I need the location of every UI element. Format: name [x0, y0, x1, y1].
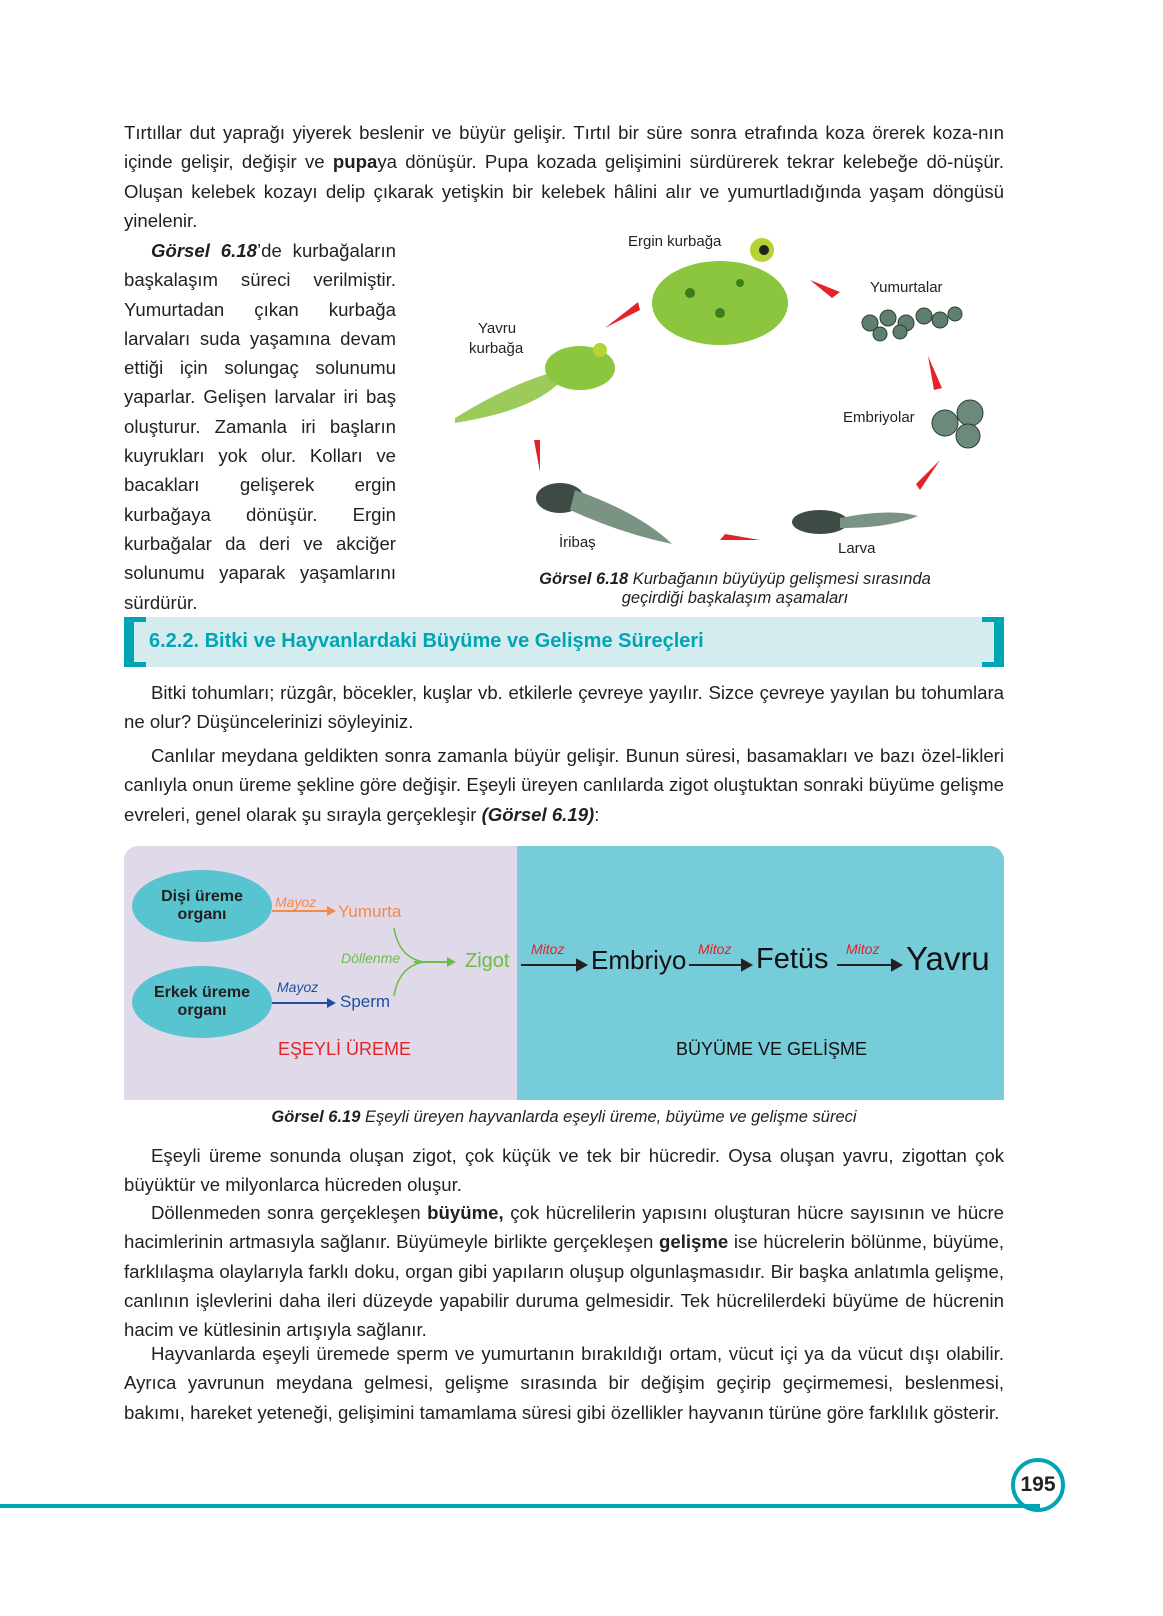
bold-term: pupa [332, 151, 378, 173]
text: çok hücrelilerin yapısını oluşturan hücre sayısının ve hücre hacimlerinin artmasıyla sağlanır. Büyümeyle birlikte gerçekleşen [124, 1202, 1004, 1253]
mitosis-label-2: Mitoz [698, 941, 732, 957]
fetus-label: Fetüs [756, 943, 829, 975]
bold-term: büyüme, [427, 1202, 504, 1223]
eggs-image [862, 307, 962, 341]
frog-paragraph [124, 236, 396, 617]
male-organ-label: Erkek üreme organı [153, 984, 251, 1019]
caption-text: Eşeyli üreyen hayvanlarda eşeyli üreme, büyüme ve gelişme süreci [360, 1108, 857, 1126]
figure-reference: (Görsel 6.19) [481, 803, 595, 825]
section-heading [124, 617, 1004, 667]
label-embryos: Embriyolar [843, 409, 915, 426]
figure-619-caption [124, 1108, 1004, 1127]
footer-line [0, 1504, 1040, 1508]
figure-618-caption [500, 570, 970, 608]
offspring-label: Yavru [906, 940, 990, 977]
label-eggs: Yumurtalar [870, 279, 943, 296]
label-adult-frog: Ergin kurbağa [628, 233, 722, 250]
label-young-frog-2: kurbağa [469, 340, 524, 357]
bracket-left [124, 617, 146, 667]
fertilization-label: Döllenme [341, 950, 401, 966]
tadpole-image [536, 483, 672, 544]
zygote-paragraph: Eşeyli üreme sonunda oluşan zigot, çok küçük ve tek bir hücredir. Oysa oluşan yavru, zigottan çok büyüktür ve milyonlarca hücreden oluşur. [124, 1145, 1004, 1196]
adult-frog-image [652, 238, 788, 345]
section-title: 6.2.2. Bitki ve Hayvanlardaki Büyüme ve Gelişme Süreçleri [149, 630, 704, 652]
frog-life-cycle-figure [440, 228, 1010, 616]
caption-text-2: geçirdiği başkalaşım aşamaları [621, 589, 849, 607]
label-tadpole: İribaş [559, 534, 596, 551]
growth-paragraph [124, 741, 1004, 829]
bold-term: gelişme [659, 1231, 729, 1253]
sperm-label: Sperm [340, 992, 391, 1011]
text: Canlılar meydana geldikten sonra zamanla büyür gelişir. Bunun süresi, basamakları ve bazı özel-likleri canlıyla onun üreme şekline göre değişir. Eşeyli üreyen canlılarda zigot oluştuktan sonraki büyüme gelişme evreleri, genel olarak şu sırayla gerçekleşir [124, 745, 1004, 825]
diagram-arrows [124, 846, 1004, 1100]
embryo-label: Embriyo [591, 945, 687, 975]
intro-paragraph [124, 118, 1004, 235]
egg-label: Yumurta [338, 902, 402, 921]
text: ya dönüşür. Pupa kozada gelişimini sürdürerek tekrar kelebeğe dö-nüşür. Oluşan kelebek kozayı delip çıkarak yetişkin bir kelebek hâlini alır ve yumurtladığında yaşam döngüsü yinelenir. [124, 151, 1004, 231]
label-larva: Larva [838, 540, 876, 557]
sexual-reproduction-title: EŞEYLİ ÜREME [278, 1039, 412, 1059]
female-organ-label: Dişi üreme organı [161, 888, 243, 923]
embryos-image [932, 400, 983, 448]
reproduction-growth-diagram [124, 846, 1004, 1100]
text: : [594, 803, 600, 825]
caption-ref: Görsel 6.19 [271, 1108, 361, 1126]
caption-ref: Görsel 6.18 [539, 570, 629, 588]
seeds-paragraph: Bitki tohumları; rüzgâr, böcekler, kuşlar vb. etkilerle çevreye yayılır. Sizce çevreye yayılan bu tohumlara ne olur? Düşüncelerinizi söyleyiniz. [124, 682, 1004, 733]
figure-reference: Görsel 6.18 [151, 240, 257, 261]
larva-image [792, 510, 918, 534]
caption-text: Kurbağanın büyüyüp gelişmesi sırasında [628, 570, 931, 588]
bracket-right [982, 617, 1004, 667]
page-number: 195 [1011, 1458, 1065, 1512]
definition-paragraph [124, 1198, 1004, 1344]
mitosis-label-3: Mitoz [846, 941, 880, 957]
text: ’de kurbağaların başkalaşım süreci verilmiştir. Yumurtadan çıkan kurbağa larvaları suda yaşamına devam ettiği için solungaç solunumu yaparlar. Gelişen larvalar iri baş oluşturur. Zamanla iri başların kuyrukları yok olur. Kolları ve bacakları gelişerek ergin kurbağaya dönüşür. Ergin kurbağalar da deri ve akciğer solunumu yaparak yaşamlarını sürdürür. [124, 240, 397, 613]
zygote-label: Zigot [465, 950, 510, 972]
animals-paragraph: Hayvanlarda eşeyli üremede sperm ve yumurtanın bırakıldığı ortam, vücut içi ya da vücut dışı olabilir. Ayrıca yavrunun meydana gelmesi, gelişme sırasında bir değişim geçirip geçirmemesi, beslenmesi, bakımı, hareket yeteneği, gelişimini tamamlama süresi gibi özellikler hayvanın türüne göre farklılık gösterir. [124, 1343, 1004, 1423]
text: ise hücrelerin bölünme, büyüme, farklılaşma olaylarıyla farklı doku, organ gibi yapıların oluşup olgunlaşmasıdır. Bir başka anlatımla gelişme, canlının işlevlerini daha ileri düzeyde yapabilir duruma gelmesidir. Tek hücrelilerdeki büyüme de hücrenin hacim ve kütlesinin artışıyla sağlanır. [124, 1231, 1005, 1341]
meiosis-label-egg: Mayoz [275, 894, 317, 910]
growth-title: BÜYÜME VE GELİŞME [676, 1039, 868, 1059]
text: Döllenmeden sonra gerçekleşen [151, 1202, 428, 1223]
mitosis-label-1: Mitoz [531, 941, 565, 957]
text: Tırtıllar dut yaprağı yiyerek beslenir ve büyür gelişir. Tırtıl bir süre sonra etrafında koza örerek koza-nın içinde gelişir, değişir ve [124, 122, 1004, 173]
meiosis-label-sperm: Mayoz [277, 979, 319, 995]
label-young-frog: Yavru [478, 320, 517, 337]
